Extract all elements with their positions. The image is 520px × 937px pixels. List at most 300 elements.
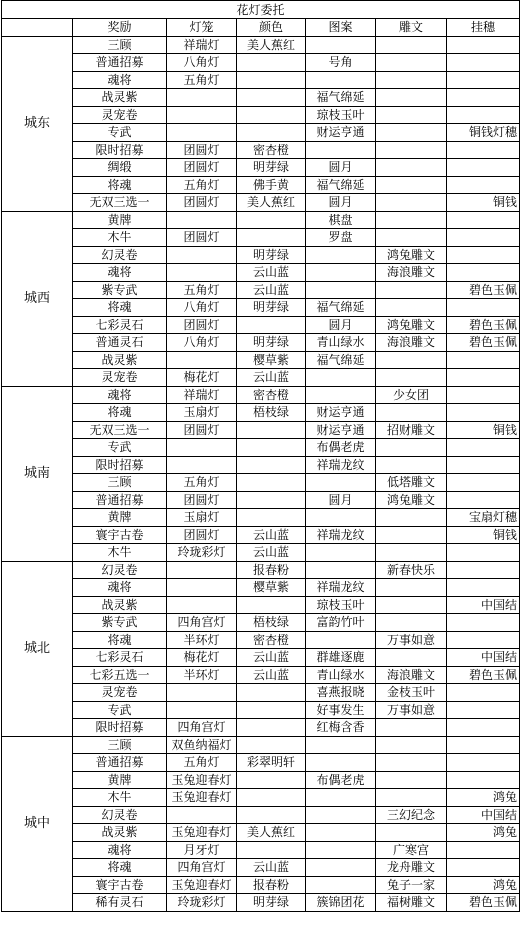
lantern-cell: 团圆灯 <box>167 194 237 212</box>
reward-cell: 将魂 <box>73 859 167 877</box>
lantern-cell <box>167 264 237 282</box>
tassel-cell: 碧色玉佩 <box>447 334 520 352</box>
carving-cell: 低塔雕文 <box>376 474 447 492</box>
carving-cell <box>376 789 447 807</box>
color-cell <box>237 806 306 824</box>
color-cell <box>237 54 306 72</box>
tassel-cell: 鸿兔 <box>447 876 520 894</box>
carving-cell <box>376 211 447 229</box>
tassel-cell <box>447 736 520 754</box>
lantern-cell <box>167 89 237 107</box>
color-cell: 云山蓝 <box>237 369 306 387</box>
table-row <box>2 71 520 89</box>
carving-cell <box>376 299 447 317</box>
tassel-cell <box>447 841 520 859</box>
tassel-cell: 宝扇灯穗 <box>447 509 520 527</box>
carving-cell <box>376 754 447 772</box>
pattern-cell: 富韵竹叶 <box>306 614 376 632</box>
reward-cell: 专武 <box>73 439 167 457</box>
pattern-cell: 祥瑞龙纹 <box>306 579 376 597</box>
carving-cell <box>376 71 447 89</box>
color-cell <box>237 596 306 614</box>
pattern-cell: 祥瑞龙纹 <box>306 456 376 474</box>
table-row <box>2 544 520 562</box>
table-row <box>2 36 520 54</box>
color-cell: 梧枝绿 <box>237 614 306 632</box>
lantern-cell: 四角宫灯 <box>167 859 237 877</box>
reward-cell: 限时招募 <box>73 141 167 159</box>
carving-cell <box>376 526 447 544</box>
table-row <box>2 614 520 632</box>
table-row <box>2 719 520 737</box>
reward-cell: 魂将 <box>73 264 167 282</box>
table-row <box>2 54 520 72</box>
tassel-cell <box>447 701 520 719</box>
carving-cell <box>376 579 447 597</box>
reward-cell: 战灵紫 <box>73 596 167 614</box>
table-row <box>2 841 520 859</box>
header-lantern: 灯笼 <box>167 19 237 37</box>
color-cell: 云山蓝 <box>237 544 306 562</box>
carving-cell: 招财雕文 <box>376 421 447 439</box>
carving-cell: 鸿兔雕文 <box>376 246 447 264</box>
tassel-cell <box>447 229 520 247</box>
color-cell: 云山蓝 <box>237 526 306 544</box>
pattern-cell <box>306 141 376 159</box>
table-row <box>2 194 520 212</box>
tassel-cell <box>447 211 520 229</box>
lantern-cell: 八角灯 <box>167 54 237 72</box>
carving-cell: 鸿兔雕文 <box>376 491 447 509</box>
lantern-cell: 玉兔迎春灯 <box>167 771 237 789</box>
carving-cell <box>376 141 447 159</box>
color-cell: 明芽绿 <box>237 299 306 317</box>
tassel-cell: 铜钱 <box>447 421 520 439</box>
lantern-cell: 团圆灯 <box>167 141 237 159</box>
table-row <box>2 246 520 264</box>
table-row <box>2 351 520 369</box>
table-row <box>2 141 520 159</box>
reward-cell: 幻灵卷 <box>73 806 167 824</box>
reward-cell: 七彩灵石 <box>73 649 167 667</box>
table-row <box>2 316 520 334</box>
tassel-cell <box>447 456 520 474</box>
reward-cell: 普通招募 <box>73 754 167 772</box>
table-row <box>2 176 520 194</box>
lantern-cell <box>167 701 237 719</box>
table-row <box>2 334 520 352</box>
table-row <box>2 211 520 229</box>
lantern-cell: 团圆灯 <box>167 316 237 334</box>
reward-cell: 普通招募 <box>73 491 167 509</box>
tassel-cell: 中国结 <box>447 649 520 667</box>
table-row <box>2 509 520 527</box>
reward-cell: 三顾 <box>73 736 167 754</box>
table-row <box>2 526 520 544</box>
color-cell: 报春粉 <box>237 876 306 894</box>
lantern-cell: 团圆灯 <box>167 526 237 544</box>
color-cell: 明芽绿 <box>237 894 306 912</box>
carving-cell <box>376 596 447 614</box>
carving-cell <box>376 439 447 457</box>
pattern-cell <box>306 386 376 404</box>
reward-cell: 灵宠卷 <box>73 369 167 387</box>
table-row <box>2 369 520 387</box>
color-cell: 云山蓝 <box>237 859 306 877</box>
lantern-cell: 玉兔迎春灯 <box>167 789 237 807</box>
pattern-cell <box>306 824 376 842</box>
color-cell: 樱草紫 <box>237 579 306 597</box>
color-cell: 美人蕉红 <box>237 194 306 212</box>
lantern-cell: 四角宫灯 <box>167 614 237 632</box>
tassel-cell: 铜钱 <box>447 194 520 212</box>
reward-cell: 魂将 <box>73 841 167 859</box>
pattern-cell: 好事发生 <box>306 701 376 719</box>
lantern-cell: 团圆灯 <box>167 159 237 177</box>
color-cell: 樱草紫 <box>237 351 306 369</box>
reward-cell: 紫专武 <box>73 281 167 299</box>
pattern-cell: 布偶老虎 <box>306 771 376 789</box>
reward-cell: 无双三选一 <box>73 194 167 212</box>
lantern-cell <box>167 456 237 474</box>
table-row <box>2 439 520 457</box>
color-cell: 云山蓝 <box>237 281 306 299</box>
tassel-cell <box>447 299 520 317</box>
pattern-cell <box>306 264 376 282</box>
tassel-cell <box>447 491 520 509</box>
lantern-cell: 团圆灯 <box>167 491 237 509</box>
table-row <box>2 159 520 177</box>
tassel-cell: 鸿兔 <box>447 789 520 807</box>
table-row <box>2 456 520 474</box>
pattern-cell: 福气绵延 <box>306 351 376 369</box>
pattern-cell <box>306 806 376 824</box>
table-row <box>2 701 520 719</box>
carving-cell <box>376 649 447 667</box>
table-row <box>2 666 520 684</box>
reward-cell: 魂将 <box>73 386 167 404</box>
carving-cell: 新春快乐 <box>376 561 447 579</box>
reward-cell: 将魂 <box>73 631 167 649</box>
tassel-cell <box>447 264 520 282</box>
carving-cell <box>376 404 447 422</box>
table-row <box>2 596 520 614</box>
pattern-cell: 号角 <box>306 54 376 72</box>
carving-cell: 广寒宫 <box>376 841 447 859</box>
table-row <box>2 89 520 107</box>
carving-cell <box>376 159 447 177</box>
pattern-cell <box>306 859 376 877</box>
color-cell <box>237 491 306 509</box>
carving-cell <box>376 824 447 842</box>
color-cell: 明芽绿 <box>237 334 306 352</box>
lantern-cell: 八角灯 <box>167 299 237 317</box>
lantern-cell <box>167 684 237 702</box>
pattern-cell: 红梅含香 <box>306 719 376 737</box>
tassel-cell: 中国结 <box>447 596 520 614</box>
table-row <box>2 229 520 247</box>
reward-cell: 寰宇古卷 <box>73 876 167 894</box>
tassel-cell <box>447 246 520 264</box>
reward-cell: 灵宠卷 <box>73 684 167 702</box>
reward-cell: 将魂 <box>73 404 167 422</box>
color-cell: 彩翠明轩 <box>237 754 306 772</box>
tassel-cell: 碧色玉佩 <box>447 666 520 684</box>
pattern-cell <box>306 754 376 772</box>
lantern-cell: 梅花灯 <box>167 369 237 387</box>
carving-cell <box>376 614 447 632</box>
lantern-commission-table <box>1 0 520 912</box>
table-body <box>2 36 520 911</box>
table-row <box>2 281 520 299</box>
color-cell <box>237 789 306 807</box>
lantern-cell: 双鱼纳福灯 <box>167 736 237 754</box>
tassel-cell <box>447 579 520 597</box>
reward-cell: 紫专武 <box>73 614 167 632</box>
pattern-cell: 罗盘 <box>306 229 376 247</box>
table-row <box>2 299 520 317</box>
color-cell <box>237 771 306 789</box>
color-cell <box>237 89 306 107</box>
header-color: 颜色 <box>237 19 306 37</box>
carving-cell <box>376 36 447 54</box>
pattern-cell <box>306 246 376 264</box>
color-cell <box>237 456 306 474</box>
city-cell: 城东 <box>2 36 73 211</box>
color-cell <box>237 719 306 737</box>
pattern-cell: 福气绵延 <box>306 89 376 107</box>
reward-cell: 黄牌 <box>73 211 167 229</box>
reward-cell: 限时招募 <box>73 719 167 737</box>
pattern-cell <box>306 71 376 89</box>
pattern-cell <box>306 36 376 54</box>
table-row <box>2 631 520 649</box>
carving-cell <box>376 509 447 527</box>
color-cell <box>237 841 306 859</box>
carving-cell: 三幻纪念 <box>376 806 447 824</box>
header-reward: 奖励 <box>73 19 167 37</box>
tassel-cell <box>447 719 520 737</box>
carving-cell: 海浪雕文 <box>376 334 447 352</box>
pattern-cell <box>306 876 376 894</box>
tassel-cell: 碧色玉佩 <box>447 894 520 912</box>
color-cell: 云山蓝 <box>237 264 306 282</box>
color-cell <box>237 229 306 247</box>
lantern-cell: 玲珑彩灯 <box>167 544 237 562</box>
pattern-cell: 财运亨通 <box>306 404 376 422</box>
reward-cell: 七彩五选一 <box>73 666 167 684</box>
color-cell: 密杏橙 <box>237 141 306 159</box>
lantern-cell: 五角灯 <box>167 474 237 492</box>
pattern-cell <box>306 474 376 492</box>
lantern-cell <box>167 806 237 824</box>
lantern-cell: 团圆灯 <box>167 229 237 247</box>
carving-cell: 海浪雕文 <box>376 666 447 684</box>
lantern-cell: 玉扇灯 <box>167 509 237 527</box>
lantern-cell <box>167 351 237 369</box>
carving-cell <box>376 106 447 124</box>
table-row <box>2 404 520 422</box>
lantern-cell <box>167 211 237 229</box>
color-cell: 云山蓝 <box>237 649 306 667</box>
carving-cell <box>376 194 447 212</box>
reward-cell: 寰宇古卷 <box>73 526 167 544</box>
color-cell: 美人蕉红 <box>237 36 306 54</box>
lantern-cell: 五角灯 <box>167 176 237 194</box>
lantern-cell <box>167 561 237 579</box>
lantern-cell: 五角灯 <box>167 71 237 89</box>
lantern-cell: 玉扇灯 <box>167 404 237 422</box>
reward-cell: 稀有灵石 <box>73 894 167 912</box>
lantern-cell: 八角灯 <box>167 334 237 352</box>
lantern-cell: 玉兔迎春灯 <box>167 824 237 842</box>
carving-cell <box>376 719 447 737</box>
color-cell <box>237 421 306 439</box>
color-cell: 佛手黄 <box>237 176 306 194</box>
pattern-cell: 福气绵延 <box>306 299 376 317</box>
color-cell <box>237 736 306 754</box>
reward-cell: 专武 <box>73 701 167 719</box>
reward-cell: 绸缎 <box>73 159 167 177</box>
table-row <box>2 789 520 807</box>
color-cell <box>237 124 306 142</box>
pattern-cell: 圆月 <box>306 491 376 509</box>
color-cell: 密杏橙 <box>237 631 306 649</box>
carving-cell <box>376 124 447 142</box>
reward-cell: 魂将 <box>73 71 167 89</box>
reward-cell: 三顾 <box>73 36 167 54</box>
lantern-cell: 半环灯 <box>167 631 237 649</box>
color-cell: 明芽绿 <box>237 246 306 264</box>
color-cell <box>237 211 306 229</box>
pattern-cell: 财运亨通 <box>306 421 376 439</box>
reward-cell: 无双三选一 <box>73 421 167 439</box>
tassel-cell <box>447 351 520 369</box>
lantern-cell <box>167 106 237 124</box>
tassel-cell <box>447 684 520 702</box>
lantern-cell: 玉兔迎春灯 <box>167 876 237 894</box>
tassel-cell <box>447 544 520 562</box>
carving-cell <box>376 89 447 107</box>
carving-cell <box>376 369 447 387</box>
lantern-cell: 五角灯 <box>167 281 237 299</box>
reward-cell: 木牛 <box>73 544 167 562</box>
lantern-cell <box>167 246 237 264</box>
lantern-cell <box>167 124 237 142</box>
pattern-cell <box>306 561 376 579</box>
carving-cell: 鸿兔雕文 <box>376 316 447 334</box>
tassel-cell <box>447 159 520 177</box>
tassel-cell <box>447 631 520 649</box>
header-pattern: 图案 <box>306 19 376 37</box>
table-row <box>2 421 520 439</box>
lantern-cell: 四角宫灯 <box>167 719 237 737</box>
carving-cell: 福树雕文 <box>376 894 447 912</box>
tassel-cell: 铜钱灯穗 <box>447 124 520 142</box>
color-cell <box>237 509 306 527</box>
carving-cell <box>376 351 447 369</box>
pattern-cell: 琼枝玉叶 <box>306 596 376 614</box>
tassel-cell <box>447 614 520 632</box>
reward-cell: 七彩灵石 <box>73 316 167 334</box>
carving-cell: 海浪雕文 <box>376 264 447 282</box>
pattern-cell: 青山绿水 <box>306 334 376 352</box>
lantern-cell: 祥瑞灯 <box>167 386 237 404</box>
carving-cell <box>376 736 447 754</box>
reward-cell: 将魂 <box>73 176 167 194</box>
reward-cell: 三顾 <box>73 474 167 492</box>
header-row <box>2 19 520 37</box>
table-row <box>2 649 520 667</box>
pattern-cell: 福气绵延 <box>306 176 376 194</box>
pattern-cell <box>306 369 376 387</box>
tassel-cell <box>447 89 520 107</box>
lantern-cell: 玲珑彩灯 <box>167 894 237 912</box>
carving-cell: 少女团 <box>376 386 447 404</box>
color-cell: 梧枝绿 <box>237 404 306 422</box>
reward-cell: 黄牌 <box>73 771 167 789</box>
pattern-cell: 棋盘 <box>306 211 376 229</box>
carving-cell: 兔子一家 <box>376 876 447 894</box>
table-row <box>2 106 520 124</box>
reward-cell: 战灵紫 <box>73 824 167 842</box>
table-row <box>2 824 520 842</box>
header-city <box>2 19 73 37</box>
tassel-cell: 鸿兔 <box>447 824 520 842</box>
carving-cell: 龙舟雕文 <box>376 859 447 877</box>
pattern-cell: 圆月 <box>306 316 376 334</box>
tassel-cell <box>447 771 520 789</box>
pattern-cell: 群雄逐鹿 <box>306 649 376 667</box>
carving-cell: 万事如意 <box>376 631 447 649</box>
tassel-cell <box>447 106 520 124</box>
tassel-cell <box>447 561 520 579</box>
color-cell <box>237 316 306 334</box>
tassel-cell <box>447 474 520 492</box>
lantern-cell: 祥瑞灯 <box>167 36 237 54</box>
table-row <box>2 579 520 597</box>
pattern-cell <box>306 281 376 299</box>
pattern-cell <box>306 789 376 807</box>
table-row <box>2 386 520 404</box>
header-carving: 雕文 <box>376 19 447 37</box>
pattern-cell: 祥瑞龙纹 <box>306 526 376 544</box>
tassel-cell <box>447 386 520 404</box>
carving-cell: 金枝玉叶 <box>376 684 447 702</box>
table-row <box>2 474 520 492</box>
color-cell: 云山蓝 <box>237 666 306 684</box>
reward-cell: 普通灵石 <box>73 334 167 352</box>
lantern-cell <box>167 579 237 597</box>
tassel-cell <box>447 404 520 422</box>
carving-cell <box>376 771 447 789</box>
table-row <box>2 754 520 772</box>
carving-cell: 万事如意 <box>376 701 447 719</box>
lantern-cell: 半环灯 <box>167 666 237 684</box>
tassel-cell <box>447 439 520 457</box>
reward-cell: 木牛 <box>73 789 167 807</box>
carving-cell <box>376 281 447 299</box>
tassel-cell <box>447 369 520 387</box>
color-cell <box>237 684 306 702</box>
pattern-cell: 琼枝玉叶 <box>306 106 376 124</box>
carving-cell <box>376 54 447 72</box>
color-cell: 密杏橙 <box>237 386 306 404</box>
reward-cell: 木牛 <box>73 229 167 247</box>
header-tassel: 挂穗 <box>447 19 520 37</box>
table-row <box>2 561 520 579</box>
table-row <box>2 894 520 912</box>
